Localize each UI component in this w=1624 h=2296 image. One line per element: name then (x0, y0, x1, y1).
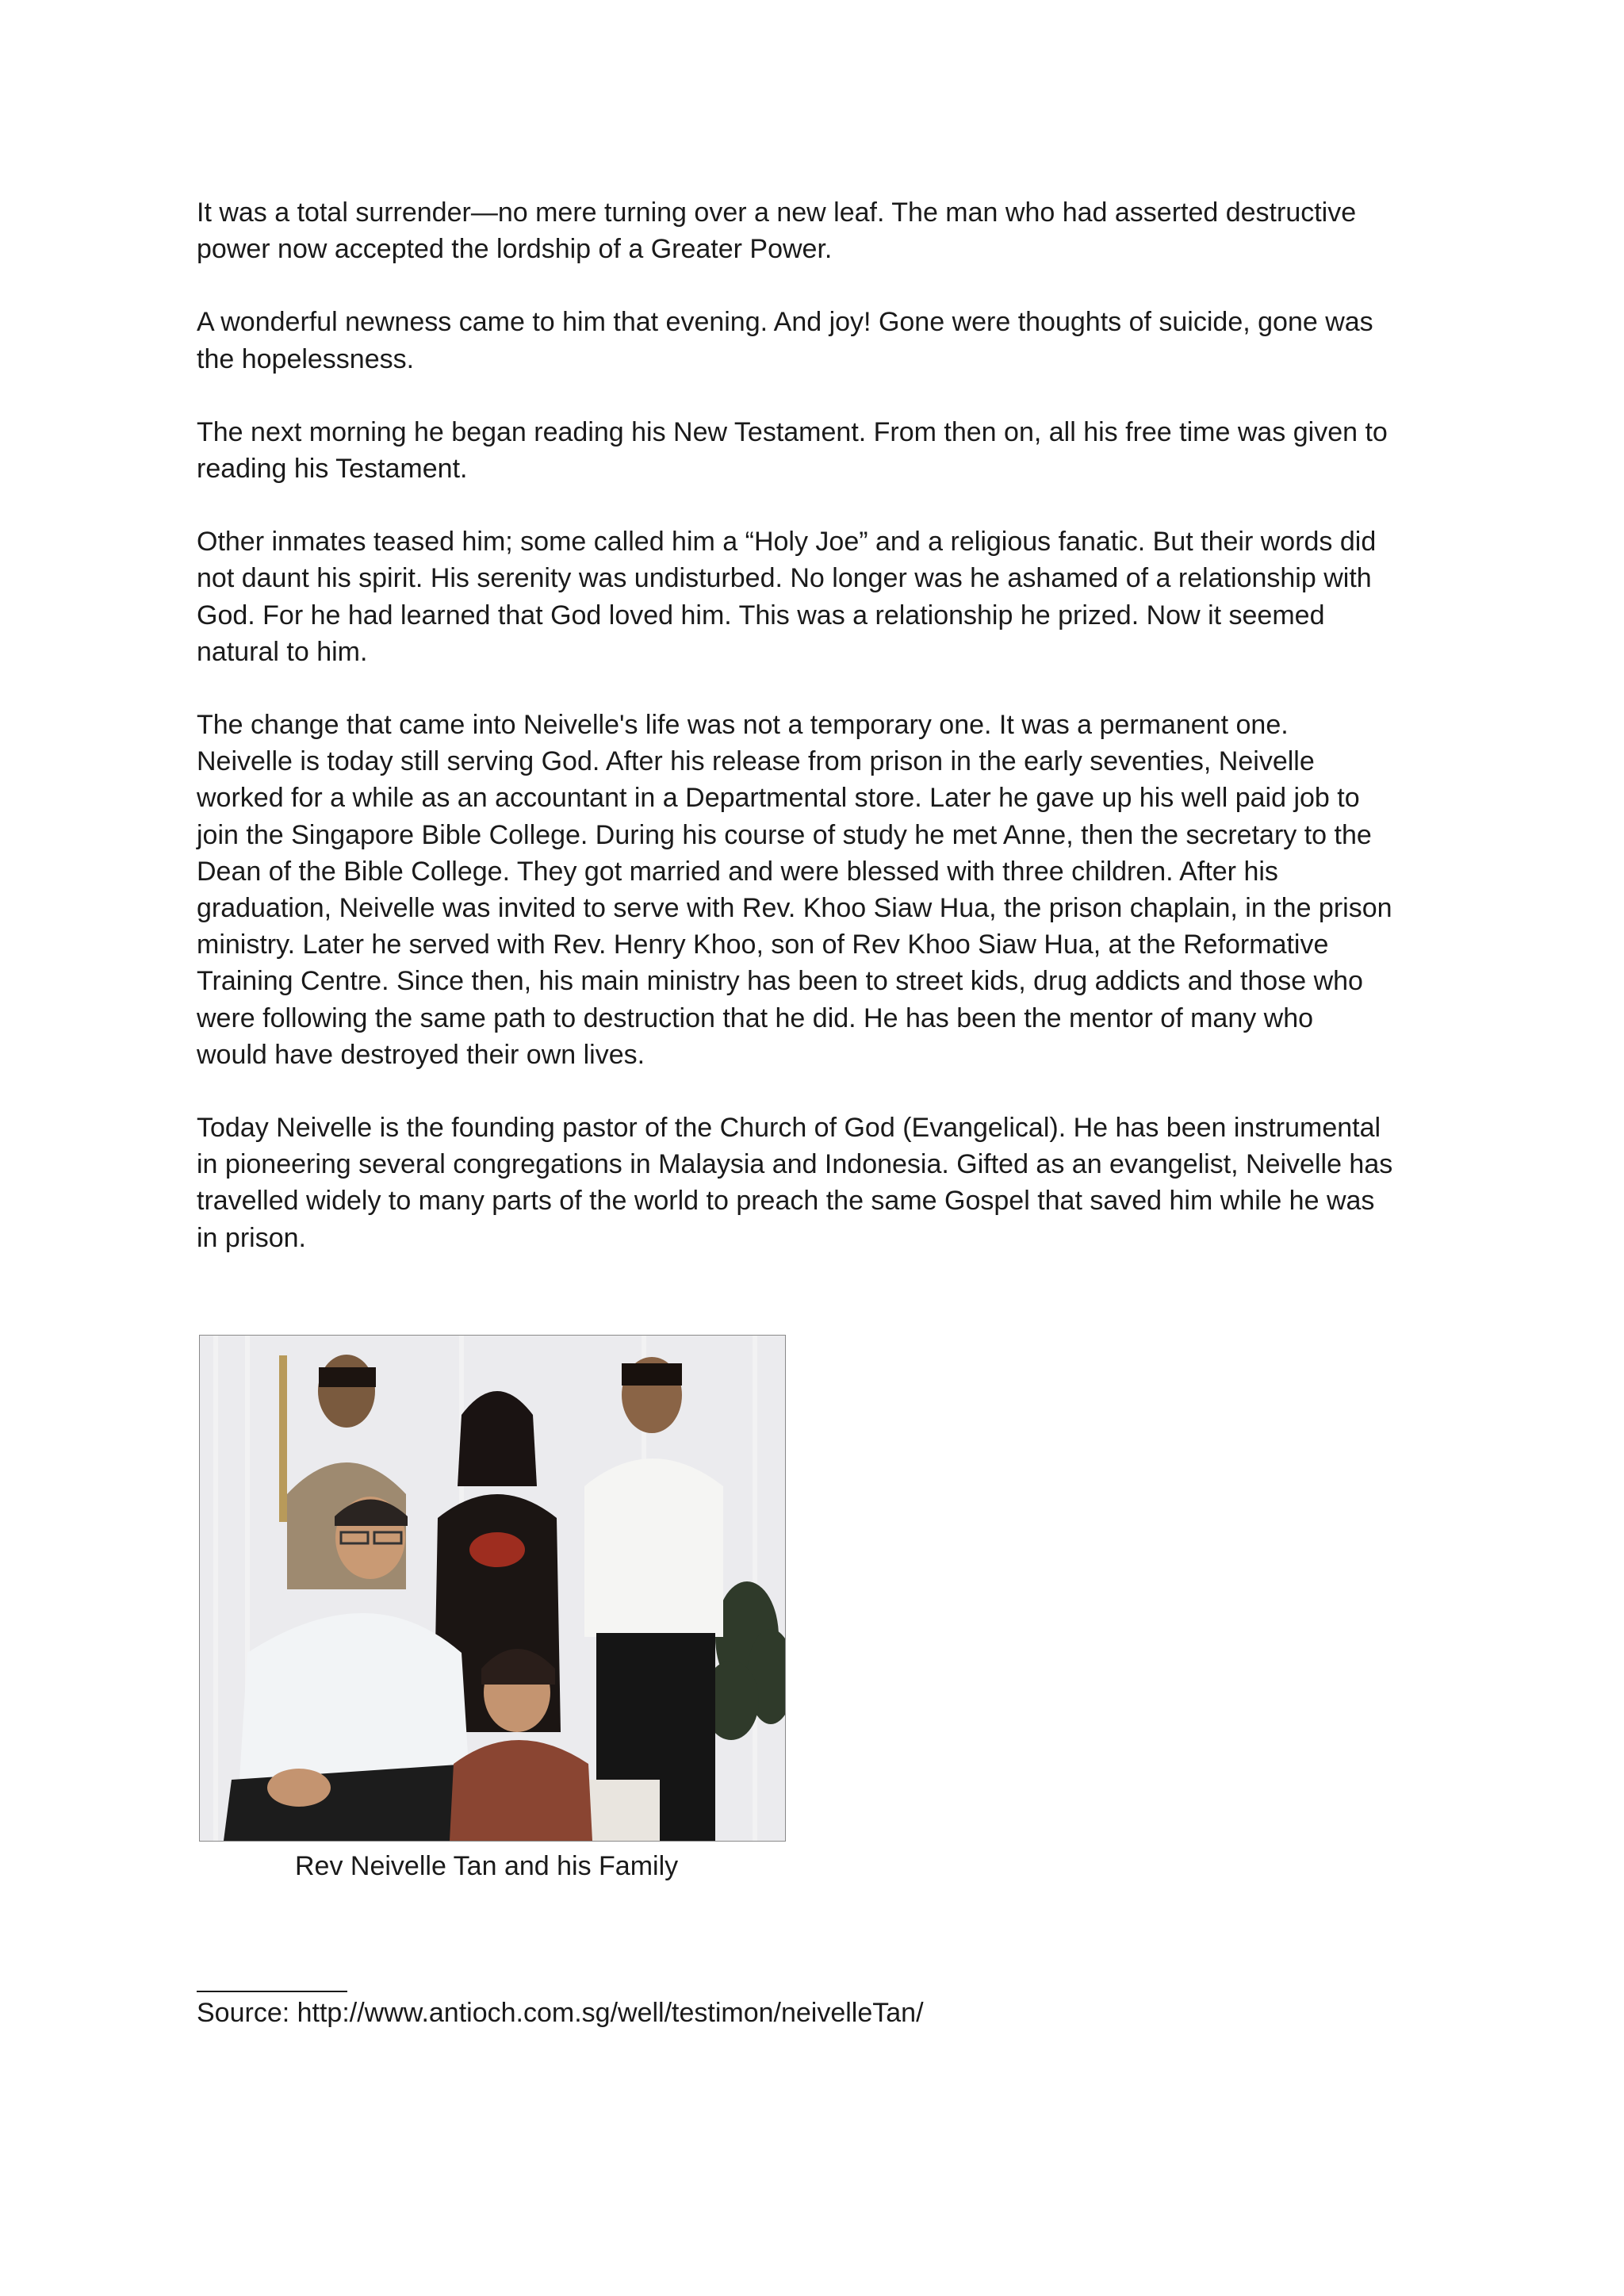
text-line: in pioneering several congregations in Malaysia and Indonesia. Gifted as an evangelist, Neivelle has (197, 1149, 1393, 1180)
text-line: Dean of the Bible College. They got married and were blessed with three children. After his (197, 856, 1278, 887)
text-line: A wonderful newness came to him that evening. And joy! Gone were thoughts of suicide, gone was (197, 307, 1373, 338)
footnote-divider (197, 1991, 347, 1992)
paragraph-new-testament (197, 414, 1434, 487)
paragraph-inmates (197, 523, 1434, 670)
paragraph-change (197, 707, 1434, 1073)
text-line: The change that came into Neivelle's life was not a temporary one. It was a permanent one. (197, 710, 1289, 741)
text-line: ministry. Later he served with Rev. Henry Khoo, son of Rev Khoo Siaw Hua, at the Reformative (197, 930, 1329, 960)
photo-caption: Rev Neivelle Tan and his Family (295, 1851, 679, 1881)
family-photo (199, 1335, 786, 1842)
text-line: power now accepted the lordship of a Greater Power. (197, 234, 833, 265)
text-line: the hopelessness. (197, 343, 415, 374)
text-line: Today Neivelle is the founding pastor of the Church of God (Evangelical). He has been instrumental (197, 1113, 1381, 1144)
paragraph-surrender (197, 194, 1434, 267)
text-line: not daunt his spirit. His serenity was undisturbed. No longer was he ashamed of a relationship with (197, 563, 1372, 594)
family-photo-figure (199, 1335, 786, 1842)
text-line: worked for a while as an accountant in a Departmental store. Later he gave up his well paid job to (197, 783, 1360, 814)
paragraph-newness (197, 304, 1434, 377)
text-line: Neivelle is today still serving God. After his release from prison in the early seventies, Neivelle (197, 746, 1315, 777)
text-line: were following the same path to destruction that he did. He has been the mentor of many who (197, 1002, 1314, 1033)
text-line: in prison. (197, 1222, 306, 1253)
text-line: would have destroyed their own lives. (197, 1039, 645, 1070)
text-line: reading his Testament. (197, 454, 468, 485)
text-line: graduation, Neivelle was invited to serve with Rev. Khoo Siaw Hua, the prison chaplain, in the prison (197, 893, 1392, 924)
document-body (197, 194, 1434, 1293)
text-line: Other inmates teased him; some called him a “Holy Joe” and a religious fanatic. But their words did (197, 527, 1377, 558)
text-line: natural to him. (197, 636, 368, 667)
paragraph-today (197, 1110, 1434, 1256)
text-line: God. For he had learned that God loved him. This was a relationship he prized. Now it seemed (197, 600, 1325, 631)
text-line: join the Singapore Bible College. During his course of study he met Anne, then the secretary to the (197, 819, 1372, 850)
source-citation: Source: http://www.antioch.com.sg/well/testimon/neivelleTan/ (197, 1998, 924, 2028)
text-line: The next morning he began reading his New Testament. From then on, all his free time was given to (197, 416, 1388, 447)
text-line: travelled widely to many parts of the world to preach the same Gospel that saved him while he was (197, 1186, 1375, 1217)
text-line: It was a total surrender—no mere turning over a new leaf. The man who had asserted destructive (197, 197, 1357, 228)
text-line: Training Centre. Since then, his main ministry has been to street kids, drug addicts and those who (197, 966, 1363, 997)
